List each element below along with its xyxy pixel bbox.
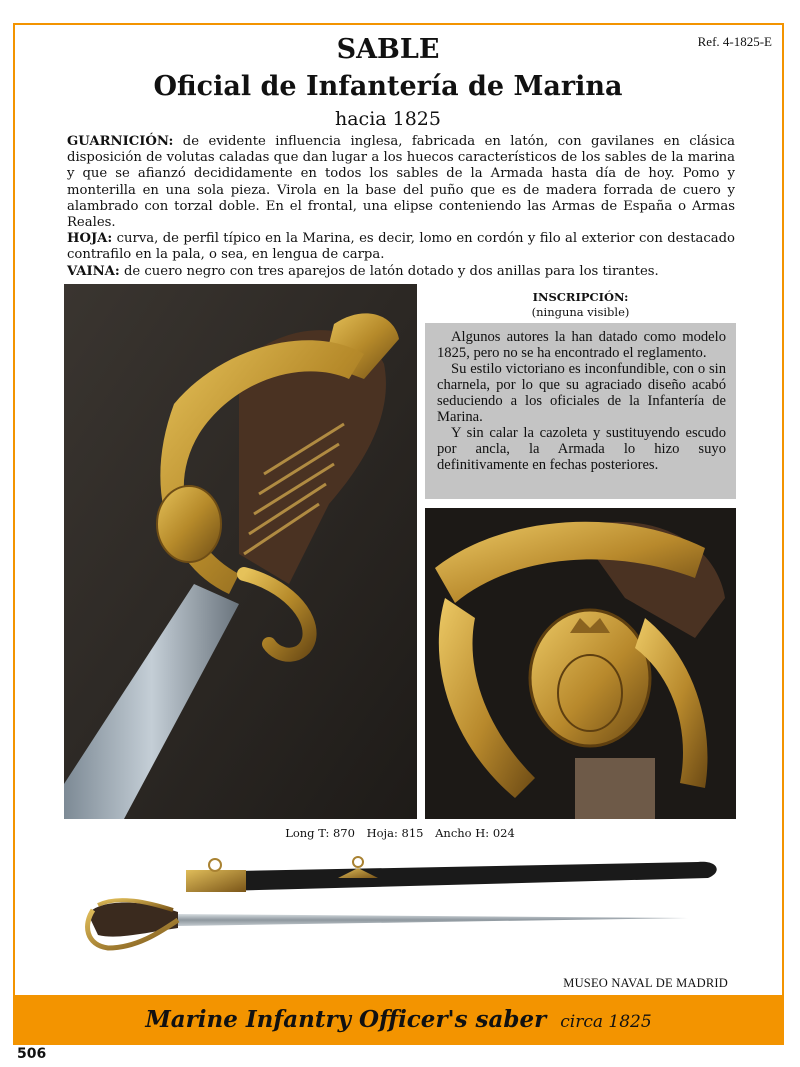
inscription-heading: INSCRIPCIÓN:	[532, 290, 629, 304]
footer-banner	[13, 995, 784, 1045]
total-length: Long T: 870	[285, 826, 355, 840]
emblem-illustration	[425, 508, 736, 819]
blade-width: Ancho H: 024	[435, 826, 515, 840]
page-number: 506	[17, 1046, 47, 1062]
note-paragraph: Su estilo victoriano es inconfundible, con o sin charnela, por lo que su agraciado diseño acabó seduciendo a los oficiales de la Infantería de Marina.	[437, 361, 726, 425]
hoja-text: curva, de perfil típico en la Marina, es decir, lomo en cordón y filo al exterior con destacado contrafilo en la pala, o sea, en lengua de carpa.	[67, 231, 735, 263]
page-subtitle: Oficial de Infantería de Marina	[153, 71, 623, 102]
description	[67, 134, 735, 280]
museum-credit: MUSEO NAVAL DE MADRID	[563, 976, 728, 990]
hoja-paragraph	[67, 231, 735, 263]
date-line: hacia 1825	[334, 108, 441, 130]
guarnicion-label: GUARNICIÓN:	[67, 134, 174, 149]
reference-number: Ref. 4-1825-E	[697, 34, 772, 49]
hilt-photo	[64, 284, 417, 819]
note-paragraph: Y sin calar la cazoleta y sustituyendo escudo por ancla, la Armada lo hizo suyo definitivamente en fechas posteriores.	[437, 425, 726, 473]
hoja-label: HOJA:	[67, 231, 113, 247]
english-title: Marine Infantry Officer's saber	[145, 1006, 547, 1033]
emblem-photo	[425, 508, 736, 819]
note-paragraph: Algunos autores la han datado como modelo 1825, pero no se ha encontrado el reglamento.	[437, 329, 726, 361]
vaina-paragraph	[67, 264, 735, 280]
page-title: SABLE	[336, 34, 440, 65]
dimensions	[200, 826, 600, 840]
hilt-illustration	[64, 284, 417, 819]
guarnicion-paragraph	[67, 134, 735, 231]
guarnicion-text: de evidente influencia inglesa, fabricada en latón, con gavilanes en clásica disposición de volutas caladas que dan lugar a los huecos característicos de los sables de la marina y que se afianzó decididamente en todos los sables de la Armada hasta día de hoy. Pomo y monterilla en una sola pieza. Virola en la base del puño que es de madera forrada de cuero y alambrado con torzal doble. En el frontal, una elipse conteniendo las Armas de España o Armas Reales.	[67, 134, 735, 231]
vaina-text: de cuero negro con tres aparejos de latón dotado y dos anillas para los tirantes.	[119, 263, 659, 279]
blade-length: Hoja: 815	[366, 826, 424, 840]
full-saber-photo	[78, 850, 728, 970]
vaina-label: VAINA:	[67, 263, 120, 279]
notes-box	[425, 323, 736, 499]
inscription-value: (ninguna visible)	[531, 305, 630, 319]
circa-date: circa 1825	[560, 1012, 652, 1032]
saber-scabbard-illustration	[78, 850, 728, 970]
